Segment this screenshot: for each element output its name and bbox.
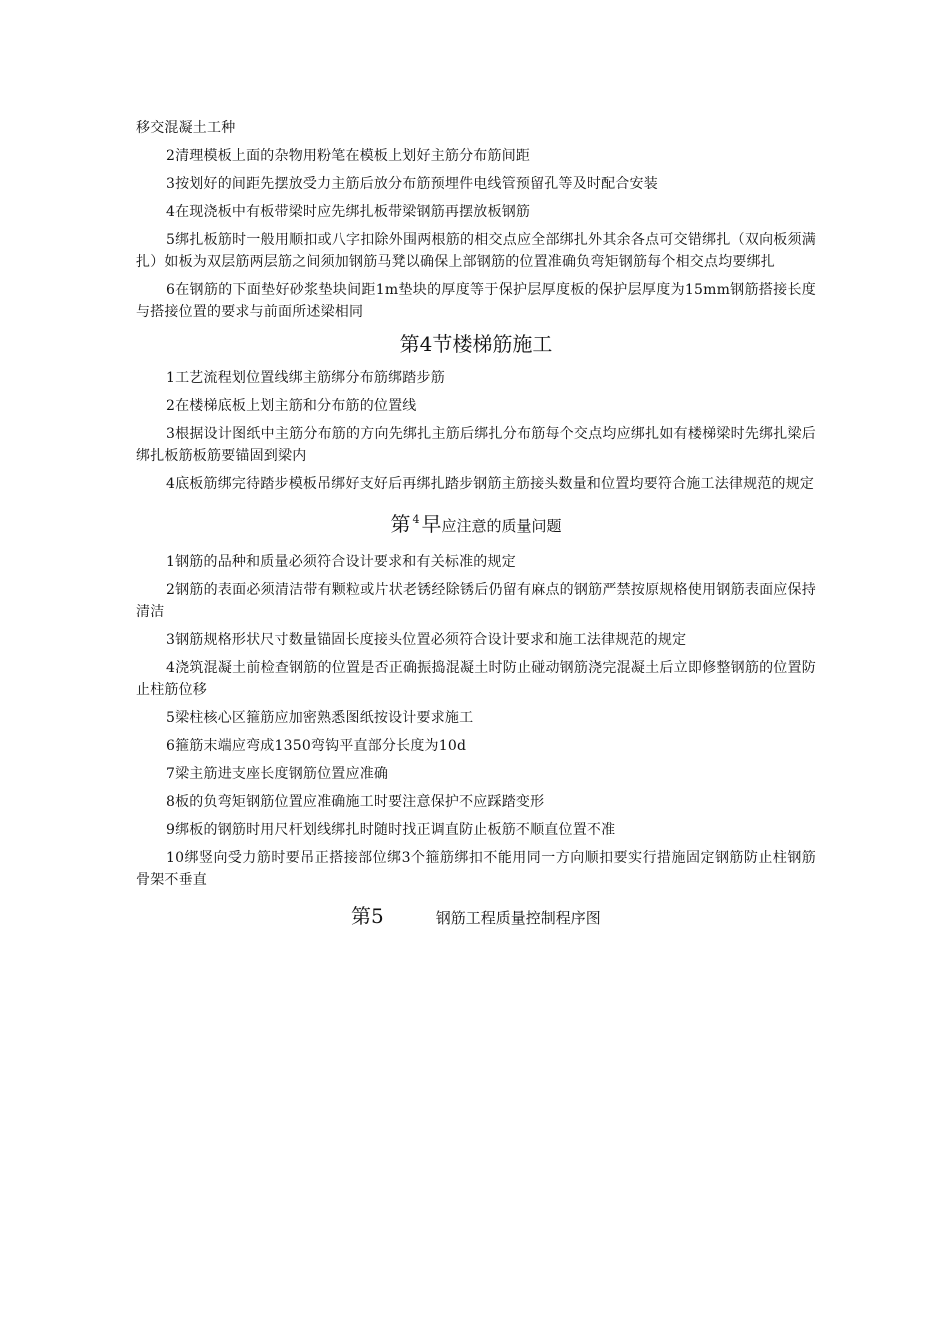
section4-item-3: 3根据设计图纸中主筋分布筋的方向先绑扎主筋后绑扎分布筋每个交点均应绑扎如有楼梯梁时先绑扎梁后绑扎板筋板筋要锚固到梁内: [136, 426, 816, 464]
chapter4-heading-text: 应注意的质量问题: [441, 517, 562, 535]
section4-item-1: 1工艺流程划位置线绑主筋绑分布筋绑踏步筋: [166, 370, 445, 386]
chapter5-heading-text: 钢筋工程质量控制程序图: [435, 909, 601, 927]
chapter4-item-8: 8板的负弯矩钢筋位置应准确施工时要注意保护不应踩踏变形: [166, 794, 545, 810]
section3-item-3: 3按划好的间距先摆放受力主筋后放分布筋预埋件电线管预留孔等及时配合安装: [166, 176, 658, 192]
chapter5-heading-prefix: 第5: [351, 904, 384, 928]
chapter4-item-10: 10绑竖向受力筋时要吊正搭接部位绑3个箍筋绑扣不能用同一方向顺扣要实行措施固定钢筋防止柱钢筋骨架不垂直: [136, 850, 816, 888]
chapter4-item-9: 9绑板的钢筋时用尺杆划线绑扎时随时找正调直防止板筋不顺直位置不准: [166, 822, 616, 838]
chapter4-item-6: 6箍筋末端应弯成1350弯钩平直部分长度为10d: [166, 738, 467, 754]
section3-item-6: 6在钢筋的下面垫好砂浆垫块间距1m垫块的厚度等于保护层厚度板的保护层厚度为15mm钢筋搭接长度与搭接位置的要求与前面所述梁相同: [136, 282, 816, 320]
section3-item-2: 2清理模板上面的杂物用粉笔在模板上划好主筋分布筋间距: [166, 148, 531, 164]
chapter4-item-1: 1钢筋的品种和质量必须符合设计要求和有关标准的规定: [166, 554, 516, 570]
chapter4-heading-prefix: 第: [390, 512, 411, 536]
section3-item-4: 4在现浇板中有板带梁时应先绑扎板带梁钢筋再摆放板钢筋: [166, 204, 531, 220]
paragraph-continuation: 移交混凝土工种: [136, 120, 236, 136]
section3-item-5: 5绑扎板筋时一般用顺扣或八字扣除外围两根筋的相交点应全部绑扎外其余各点可交错绑扎（双向板须满扎）如板为双层筋两层筋之间须加钢筋马凳以确保上部钢筋的位置准确负弯矩钢筋每个相交点均要绑扎: [136, 232, 816, 270]
chapter4-item-5: 5梁柱核心区箍筋应加密熟悉图纸按设计要求施工: [166, 710, 474, 726]
section4-item-2: 2在楼梯底板上划主筋和分布筋的位置线: [166, 398, 417, 414]
section4-heading: 第4节楼梯筋施工: [399, 332, 553, 356]
chapter4-heading-number: 4: [412, 513, 420, 526]
chapter4-item-3: 3钢筋规格形状尺寸数量锚固长度接头位置必须符合设计要求和施工法律规范的规定: [166, 632, 687, 648]
chapter4-item-2: 2钢筋的表面必须清洁带有颗粒或片状老锈经除锈后仍留有麻点的钢筋严禁按原规格使用钢筋表面应保持清洁: [136, 582, 816, 620]
chapter4-item-4: 4浇筑混凝土前检查钢筋的位置是否正确振捣混凝土时防止碰动钢筋浇完混凝土后立即修整钢筋的位置防止柱筋位移: [136, 660, 816, 698]
chapter4-item-7: 7梁主筋进支座长度钢筋位置应准确: [166, 766, 389, 782]
chapter4-heading: [136, 505, 816, 541]
section4-item-4: 4底板筋绑完待踏步模板吊绑好支好后再绑扎踏步钢筋主筋接头数量和位置均要符合施工法律规范的规定: [166, 476, 815, 492]
chapter4-heading-char: 早: [421, 512, 442, 536]
chapter5-heading: [136, 901, 816, 933]
document-body: [136, 117, 816, 933]
